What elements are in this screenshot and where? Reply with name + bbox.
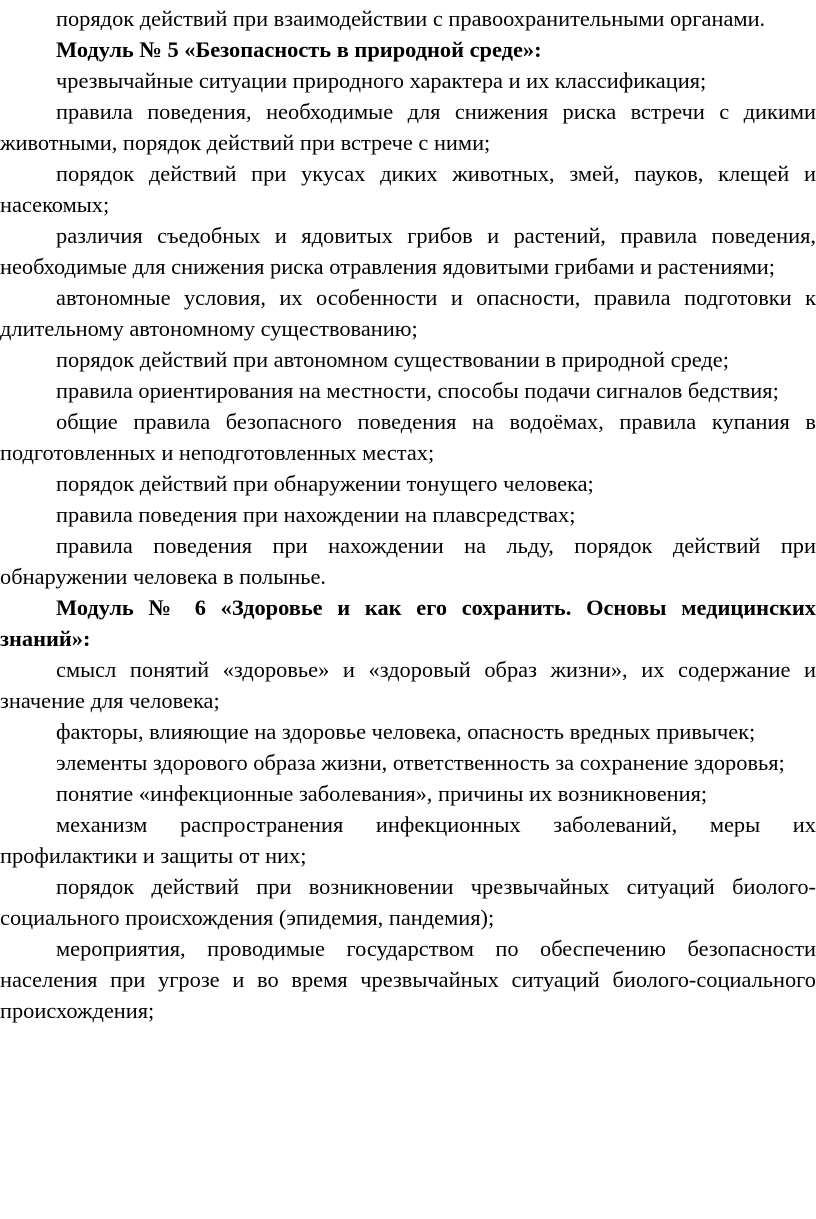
paragraph-epidemic-actions: порядок действий при возникновении чрезвычайных ситуаций биолого-социального происхождения (эпидемия, пандемия); [0, 874, 816, 930]
paragraph-autonomous-existence: порядок действий при автономном существовании в природной среде; [56, 347, 729, 372]
paragraph-watercraft: правила поведения при нахождении на плавсредствах; [56, 502, 576, 527]
paragraph-ice: правила поведения при нахождении на льду, порядок действий при обнаружении человека в полынье. [0, 533, 816, 589]
paragraph-natural-emergencies: чрезвычайные ситуации природного характера и их классификация; [56, 68, 707, 93]
paragraph-healthy-lifestyle: элементы здорового образа жизни, ответственность за сохранение здоровья; [56, 750, 785, 775]
paragraph-bites: порядок действий при укусах диких животных, змей, пауков, клещей и насекомых; [0, 161, 816, 217]
paragraph-infection-spread: механизм распространения инфекционных заболеваний, меры их профилактики и защиты от них; [0, 812, 816, 868]
module-6-heading: Модуль № 6 «Здоровье и как его сохранить. Основы медицинских знаний»: [0, 595, 816, 651]
paragraph-wild-animals: правила поведения, необходимые для снижения риска встречи с дикими животными, порядок действий при встрече с ними; [0, 99, 816, 155]
paragraph-drowning: порядок действий при обнаружении тонущего человека; [56, 471, 594, 496]
paragraph-orientation: правила ориентирования на местности, способы подачи сигналов бедствия; [56, 378, 779, 403]
module-5-heading: Модуль № 5 «Безопасность в природной среде»: [56, 37, 542, 62]
paragraph-infectious-diseases: понятие «инфекционные заболевания», причины их возникновения; [56, 781, 708, 806]
paragraph-water-safety: общие правила безопасного поведения на водоёмах, правила купания в подготовленных и неподготовленных местах; [0, 409, 816, 465]
paragraph-health-factors: факторы, влияющие на здоровье человека, опасность вредных привычек; [56, 719, 756, 744]
paragraph-law-enforcement: порядок действий при взаимодействии с правоохранительными органами. [56, 6, 766, 31]
paragraph-state-measures: мероприятия, проводимые государством по обеспечению безопасности населения при угрозе и во время чрезвычайных ситуаций биолого-социального происхождения; [0, 936, 816, 1023]
paragraph-health-concepts: смысл понятий «здоровье» и «здоровый образ жизни», их содержание и значение для человека; [0, 657, 816, 713]
paragraph-autonomous-conditions: автономные условия, их особенности и опасности, правила подготовки к длительному автономному существованию; [0, 285, 816, 341]
paragraph-mushrooms: различия съедобных и ядовитых грибов и растений, правила поведения, необходимые для снижения риска отравления ядовитыми грибами и растениями; [0, 223, 816, 279]
